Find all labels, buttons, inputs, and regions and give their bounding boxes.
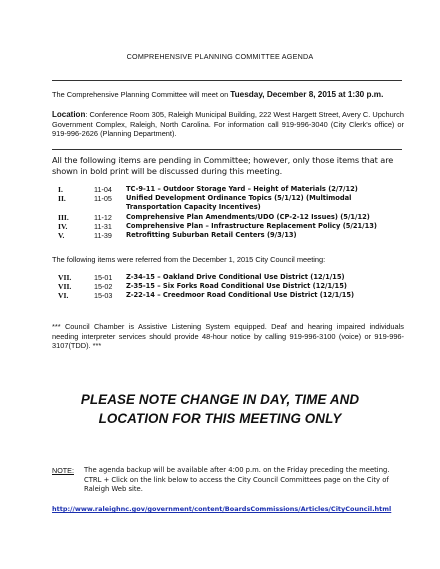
list-item: VII. 15-02 Z-35-15 – Six Forks Road Conditional Use District (12/1/15): [58, 282, 347, 292]
headline-line-1: PLEASE NOTE CHANGE IN DAY, TIME AND: [80, 392, 360, 407]
note-text: The agenda backup will be available after 4:00 p.m. on the Friday preceding the meeting. CTRL + Click on the link below to access the City Council Committees page on the City of Raleigh Web site.: [84, 466, 390, 494]
middle-divider: [52, 149, 402, 150]
list-item: II. 11-05 Unified Development Ordinance Topics (5/1/12) (Multimodal: [58, 194, 352, 204]
pending-items-list: [58, 185, 408, 240]
referred-intro: The following items were referred from the December 1, 2015 City Council meeting:: [52, 255, 326, 264]
location-info: [52, 110, 404, 139]
list-item: III. 11-12 Comprehensive Plan Amendments/UDO (CP-2-12 Issues) (5/1/12): [58, 212, 370, 222]
top-divider: [52, 80, 402, 81]
referred-items-list: [58, 273, 408, 301]
city-council-link[interactable]: http://www.raleighnc.gov/government/content/BoardsCommissions/Articles/CityCouncil.html: [52, 505, 392, 513]
pending-notice: All the following items are pending in Committee; however, only those items that are shown in bold print will be discussed during this meeting.: [52, 155, 394, 176]
note-block: [52, 466, 404, 495]
meeting-info: [52, 90, 404, 100]
headline-line-2: LOCATION FOR THIS MEETING ONLY: [98, 411, 342, 426]
location-label: Location: [52, 110, 86, 119]
meeting-intro: The Comprehensive Planning Committee will meet on: [52, 90, 231, 99]
location-text: : Conference Room 305, Raleigh Municipal Building, 222 West Hargett Street, Avery C. Upchurch Government Complex, Raleigh, North Carolina. For information call 919-996-3040 (City Clerk's office) or 919-996-2626 (Planning Department).: [52, 110, 404, 139]
list-item: I. 11-04 TC-9-11 – Outdoor Storage Yard – Height of Materials (2/7/12): [58, 185, 358, 194]
accessibility-notice: *** Council Chamber is Assistive Listening System equipped. Deaf and hearing impaired individuals needing interpreter services should provide 48-hour notice by calling 919-996-3100 (voice) or 919-996-3107(TDD). ***: [52, 322, 404, 351]
list-item: IV. 11-31 Comprehensive Plan – Infrastructure Replacement Policy (5/21/13): [58, 221, 377, 231]
meeting-datetime: Tuesday, December 8, 2015 at 1:30 p.m.: [230, 90, 384, 99]
list-item: Transportation Capacity Incentives): [126, 203, 261, 212]
list-item: V. 11-39 Retrofitting Suburban Retail Centers (9/3/13): [58, 231, 297, 241]
page-title: COMPREHENSIVE PLANNING COMMITTEE AGENDA: [126, 52, 314, 61]
list-item: VII. 15-01 Z-34-15 – Oakland Drive Conditional Use District (12/1/15): [58, 273, 345, 282]
list-item: VI. 15-03 Z-22-14 – Creedmoor Road Conditional Use District (12/1/15): [58, 291, 355, 301]
change-notice-headline: [0, 390, 440, 428]
note-label: NOTE:: [52, 466, 74, 475]
